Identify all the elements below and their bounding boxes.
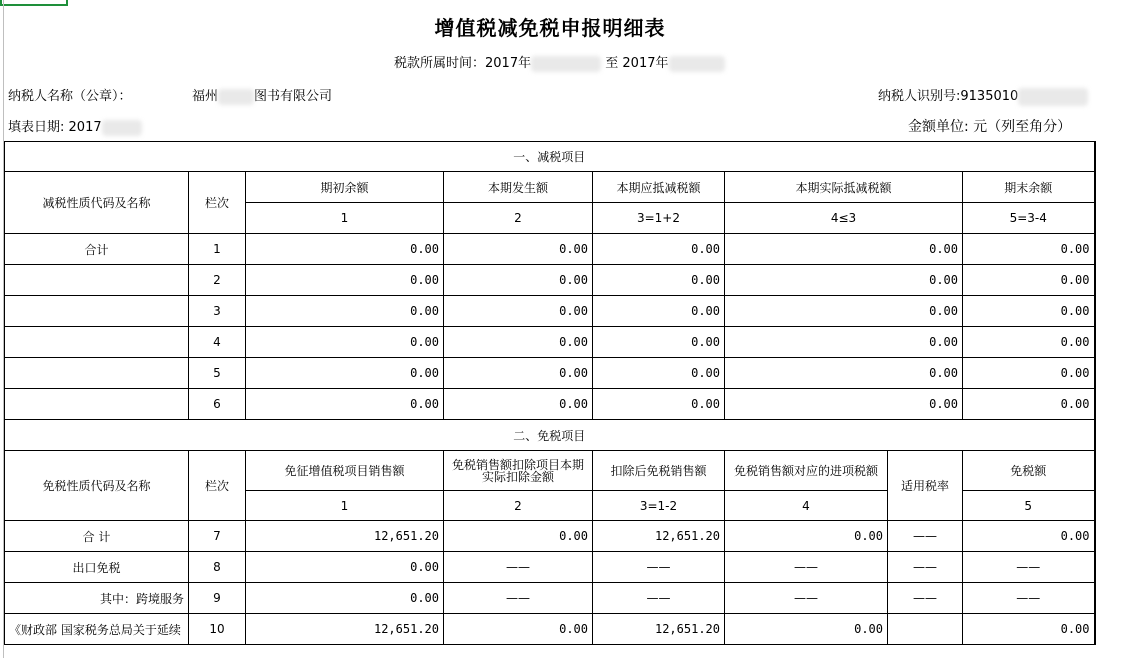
amount-cell[interactable]: 0.00	[963, 265, 1095, 296]
amount-cell[interactable]: 12,651.20	[246, 521, 444, 552]
exemption-col-code: 3=1-2	[593, 491, 725, 521]
line-number-cell: 10	[189, 614, 246, 645]
redacted-region	[669, 56, 725, 72]
row-name-cell[interactable]	[5, 389, 189, 420]
exemption-col-header: 免税销售额对应的进项税额	[725, 451, 888, 491]
amount-cell[interactable]: 0.00	[963, 296, 1095, 327]
reduction-col-code: 3=1+2	[593, 203, 725, 234]
reduction-section-title: 一、减税项目	[5, 142, 1095, 172]
amount-cell[interactable]: 0.00	[963, 234, 1095, 265]
amount-cell[interactable]: 0.00	[963, 389, 1095, 420]
redacted-region	[102, 120, 142, 136]
amount-cell[interactable]: 0.00	[725, 521, 888, 552]
taxpayer-id-prefix: 9135010	[960, 89, 1019, 104]
row-name-cell[interactable]: 其中：跨境服务	[5, 583, 189, 614]
reduction-col-header: 本期发生额	[444, 172, 593, 203]
amount-cell[interactable]: 0.00	[593, 327, 725, 358]
redacted-region	[531, 56, 601, 72]
taxpayer-name-label: 纳税人名称（公章）：	[8, 89, 132, 104]
taxpayer-name-prefix: 福州	[192, 89, 219, 104]
exemption-col-code: 2	[444, 491, 593, 521]
table-row	[5, 552, 1095, 583]
exemption-col-header: 免税销售额扣除项目本期实际扣除金额	[444, 451, 593, 491]
taxpayer-name	[192, 85, 332, 105]
line-number-cell: 8	[189, 552, 246, 583]
reduction-row-header: 减税性质代码及名称	[5, 172, 189, 234]
period-end: 2017年	[622, 56, 669, 71]
line-number-cell: 6	[189, 389, 246, 420]
exemption-row-header: 免税性质代码及名称	[5, 451, 189, 521]
amount-cell[interactable]: 0.00	[725, 327, 963, 358]
redacted-region	[218, 89, 254, 105]
amount-cell[interactable]: ——	[725, 583, 888, 614]
exemption-section-title: 二、免税项目	[5, 420, 1095, 451]
row-name-cell[interactable]	[5, 358, 189, 389]
reduction-col-code: 1	[246, 203, 444, 234]
page-title: 增值税减免税申报明细表	[434, 16, 666, 40]
row-name-cell[interactable]	[5, 327, 189, 358]
line-number-cell: 7	[189, 521, 246, 552]
taxpayer-id-label: 纳税人识别号:	[878, 89, 961, 104]
rate-cell[interactable]: ——	[888, 583, 963, 614]
period-to: 至	[605, 56, 619, 71]
amount-cell[interactable]: 0.00	[963, 327, 1095, 358]
cell-selection-indicator	[0, 0, 68, 6]
amount-cell[interactable]: 0.00	[725, 358, 963, 389]
amount-cell[interactable]: 12,651.20	[593, 521, 725, 552]
amount-cell[interactable]: 0.00	[246, 552, 444, 583]
exemption-col-code: 4	[725, 491, 888, 521]
line-number-cell: 4	[189, 327, 246, 358]
row-name-cell[interactable]: 合 计	[5, 521, 189, 552]
amount-cell[interactable]: ——	[444, 583, 593, 614]
table-row	[5, 327, 1095, 358]
amount-cell[interactable]: 0.00	[246, 358, 444, 389]
amount-cell[interactable]: 0.00	[593, 358, 725, 389]
amount-cell[interactable]: ——	[444, 552, 593, 583]
fill-date-label: 填表日期:	[8, 120, 65, 135]
fill-date-value: 2017	[68, 120, 102, 135]
rate-cell[interactable]: ——	[888, 552, 963, 583]
amount-cell[interactable]: 0.00	[444, 521, 593, 552]
reduction-col-header: 本期实际抵减税额	[725, 172, 963, 203]
amount-cell[interactable]: 0.00	[246, 265, 444, 296]
line-number-cell: 5	[189, 358, 246, 389]
row-name-cell[interactable]: 《财政部 国家税务总局关于延续	[5, 614, 189, 645]
exemption-col-header: 免税额	[963, 451, 1095, 491]
exemption-col-code: 1	[246, 491, 444, 521]
amount-cell[interactable]: 0.00	[725, 614, 888, 645]
amount-cell[interactable]: 0.00	[444, 234, 593, 265]
amount-cell[interactable]: 0.00	[444, 327, 593, 358]
amount-unit: 金额单位: 元（列至角分）	[908, 119, 1072, 135]
amount-cell[interactable]: ——	[593, 552, 725, 583]
table-row	[5, 234, 1095, 265]
amount-cell[interactable]: 0.00	[963, 358, 1095, 389]
reduction-line-header: 栏次	[189, 172, 246, 234]
amount-cell[interactable]: 12,651.20	[593, 614, 725, 645]
table-row	[5, 358, 1095, 389]
rate-cell[interactable]	[888, 614, 963, 645]
amount-cell[interactable]: 0.00	[246, 389, 444, 420]
exemption-line-header: 栏次	[189, 451, 246, 521]
row-name-cell[interactable]: 出口免税	[5, 552, 189, 583]
period-label: 税款所属时间：	[394, 56, 486, 71]
amount-cell[interactable]: 0.00	[963, 614, 1095, 645]
reduction-col-header: 期末余额	[963, 172, 1095, 203]
amount-cell[interactable]: ——	[963, 552, 1095, 583]
amount-cell[interactable]: 0.00	[246, 296, 444, 327]
exemption-col-header: 扣除后免税销售额	[593, 451, 725, 491]
amount-cell[interactable]: 0.00	[725, 389, 963, 420]
amount-cell[interactable]: 0.00	[725, 296, 963, 327]
redacted-region	[1018, 88, 1088, 106]
amount-cell[interactable]: ——	[593, 583, 725, 614]
amount-cell[interactable]: 0.00	[725, 234, 963, 265]
tax-period	[394, 52, 725, 72]
amount-cell[interactable]: 0.00	[444, 358, 593, 389]
row-name-cell[interactable]: 合计	[5, 234, 189, 265]
amount-cell[interactable]: 0.00	[725, 265, 963, 296]
rate-cell[interactable]: ——	[888, 521, 963, 552]
table-row	[5, 521, 1095, 552]
amount-cell[interactable]: 12,651.20	[246, 614, 444, 645]
reduction-col-code: 5=3-4	[963, 203, 1095, 234]
taxpayer-name-suffix: 图书有限公司	[254, 89, 333, 104]
table-row	[5, 389, 1095, 420]
table-row	[5, 296, 1095, 327]
amount-cell[interactable]: 0.00	[593, 265, 725, 296]
amount-cell[interactable]: ——	[963, 583, 1095, 614]
exemption-col-header: 适用税率	[888, 451, 963, 521]
table-row	[5, 583, 1095, 614]
vat-exemption-table	[4, 141, 1096, 645]
reduction-col-header: 本期应抵减税额	[593, 172, 725, 203]
amount-cell[interactable]: ——	[725, 552, 888, 583]
taxpayer-id	[878, 85, 1088, 106]
line-number-cell: 9	[189, 583, 246, 614]
amount-cell[interactable]: 0.00	[444, 389, 593, 420]
amount-cell[interactable]: 0.00	[444, 296, 593, 327]
amount-cell[interactable]: 0.00	[593, 389, 725, 420]
reduction-col-code: 2	[444, 203, 593, 234]
table-row	[5, 614, 1095, 645]
amount-cell[interactable]: 0.00	[246, 327, 444, 358]
amount-cell[interactable]: 0.00	[963, 521, 1095, 552]
reduction-col-header: 期初余额	[246, 172, 444, 203]
amount-cell[interactable]: 0.00	[444, 614, 593, 645]
line-number-cell: 1	[189, 234, 246, 265]
period-start: 2017年	[485, 56, 532, 71]
amount-cell[interactable]: 0.00	[444, 265, 593, 296]
amount-cell[interactable]: 0.00	[593, 234, 725, 265]
exemption-col-code: 5	[963, 491, 1095, 521]
exemption-col-header: 免征增值税项目销售额	[246, 451, 444, 491]
reduction-col-code: 4≤3	[725, 203, 963, 234]
line-number-cell: 2	[189, 265, 246, 296]
row-name-cell[interactable]	[5, 296, 189, 327]
amount-cell[interactable]: 0.00	[246, 583, 444, 614]
table-row	[5, 265, 1095, 296]
line-number-cell: 3	[189, 296, 246, 327]
amount-cell[interactable]: 0.00	[246, 234, 444, 265]
row-name-cell[interactable]	[5, 265, 189, 296]
fill-date	[8, 116, 142, 136]
amount-cell[interactable]: 0.00	[593, 296, 725, 327]
